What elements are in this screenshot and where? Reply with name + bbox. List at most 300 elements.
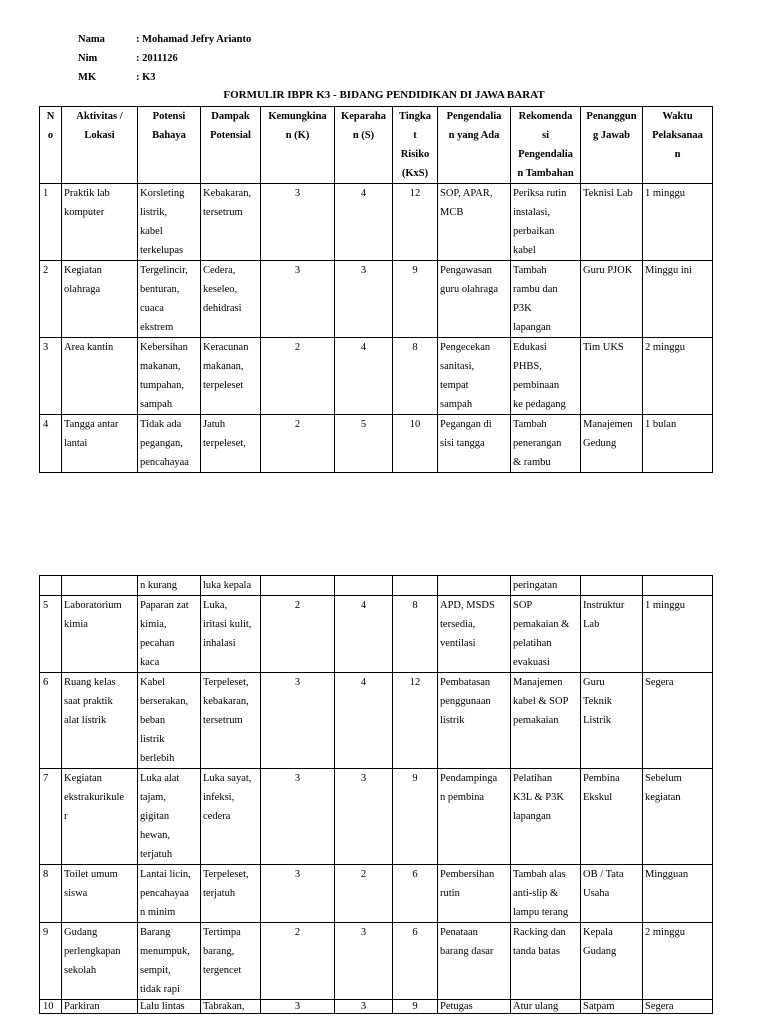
table-row: [40, 576, 713, 596]
cell-no: [40, 184, 62, 261]
cell-text-line: makanan,: [140, 361, 181, 372]
cell-text-line: Pelaksanaa: [652, 130, 703, 141]
cell-text-line: Kemungkina: [268, 111, 327, 122]
cell-text-line: 1 bulan: [645, 419, 677, 430]
cell-waktu: [643, 338, 713, 415]
cell-keparahan: [335, 596, 393, 673]
cell-text-line: Kebersihan: [140, 342, 188, 353]
cell-kemungkinan: [261, 596, 335, 673]
ibpr-table-page-2: [39, 575, 713, 1014]
cell-text-line: Petugas: [440, 1001, 473, 1012]
cell-tingkat-risiko: [393, 1000, 438, 1014]
cell-rekomendasi: [511, 769, 581, 865]
cell-text-line: Pembersihan: [440, 869, 495, 880]
cell-potensi-bahaya: [138, 596, 201, 673]
form-title: FORMULIR IBPR K3 - BIDANG PENDIDIKAN DI JAWA BARAT: [223, 89, 545, 101]
cell-aktivitas: [62, 596, 138, 673]
cell-text-line: lantai: [64, 438, 88, 449]
cell-text-line: tanda batas: [513, 946, 560, 957]
cell-penanggung-jawab: [581, 923, 643, 1000]
cell-tingkat-risiko: [393, 184, 438, 261]
table-header-row: [40, 107, 713, 184]
cell-text-line: Segera: [645, 1001, 674, 1012]
cell-text-line: 6: [412, 869, 418, 880]
cell-penanggung-jawab: [581, 596, 643, 673]
cell-text-line: MCB: [440, 207, 464, 218]
cell-text-line: tumpahan,: [140, 380, 185, 391]
cell-text-line: Gedung: [583, 438, 617, 449]
cell-text-line: 10: [43, 1001, 54, 1012]
cell-text-line: 8: [412, 342, 418, 353]
cell-text-line: APD, MSDS: [440, 600, 495, 611]
cell-text-line: Teknik: [583, 696, 613, 707]
cell-text-line: Pembina: [583, 773, 620, 784]
cell-waktu: [643, 184, 713, 261]
cell-text-line: penerangan: [513, 438, 562, 449]
cell-text-line: SOP: [513, 600, 533, 611]
cell-text-line: dehidrasi: [203, 303, 242, 314]
cell-pengendalian: [438, 338, 511, 415]
cell-tingkat-risiko: [393, 338, 438, 415]
cell-text-line: 8: [412, 600, 418, 611]
nim-value: : 2011126: [136, 53, 178, 64]
cell-text-line: n: [674, 149, 681, 160]
cell-tingkat-risiko: [393, 865, 438, 923]
cell-text-line: Tambah: [513, 419, 547, 430]
cell-no: [40, 415, 62, 473]
cell-pengendalian: [438, 576, 511, 596]
cell-pengendalian: [438, 415, 511, 473]
cell-pengendalian: [438, 865, 511, 923]
cell-text-line: pencahayaa: [140, 457, 189, 468]
cell-pengendalian: [438, 261, 511, 338]
cell-text-line: Manajemen: [583, 419, 633, 430]
cell-kemungkinan: [261, 338, 335, 415]
cell-text-line: Kegiatan: [64, 773, 102, 784]
cell-text-line: Pegangan di: [440, 419, 492, 430]
cell-text-line: Waktu: [662, 111, 693, 122]
cell-text-line: n (K): [285, 130, 310, 141]
cell-penanggung-jawab: [581, 865, 643, 923]
cell-text-line: Tangga antar: [64, 419, 119, 430]
cell-text-line: Rekomenda: [518, 111, 573, 122]
cell-rekomendasi: [511, 673, 581, 769]
cell-text-line: listrik: [140, 734, 165, 745]
cell-text-line: olahraga: [64, 284, 101, 295]
cell-text-line: 12: [409, 677, 421, 688]
cell-text-line: Segera: [645, 677, 674, 688]
cell-text-line: Penataan: [440, 927, 478, 938]
nama-label: Nama: [78, 34, 105, 45]
cell-text-line: Paparan zat: [140, 600, 189, 611]
cell-kemungkinan: [261, 865, 335, 923]
cell-no: [40, 769, 62, 865]
cell-text-line: Sebelum: [645, 773, 682, 784]
cell-text-line: Gudang: [583, 946, 617, 957]
cell-text-line: 7: [43, 773, 49, 784]
cell-text-line: P3K: [513, 303, 532, 314]
cell-text-line: menumpuk,: [140, 946, 190, 957]
info-row-nim: [78, 49, 251, 68]
cell-text-line: Area kantin: [64, 342, 114, 353]
cell-text-line: n (S): [352, 130, 375, 141]
cell-text-line: rutin: [440, 888, 460, 899]
cell-text-line: Tidak ada: [140, 419, 182, 430]
cell-text-line: 3: [294, 773, 301, 784]
cell-text-line: Praktik lab: [64, 188, 110, 199]
nama-value: : Mohamad Jefry Arianto: [136, 34, 252, 45]
cell-penanggung-jawab: [581, 415, 643, 473]
info-row-nama: [78, 30, 251, 49]
cell-text-line: Kepala: [583, 927, 613, 938]
header-potensi-bahaya: [138, 107, 201, 184]
cell-text-line: 3: [294, 188, 301, 199]
cell-no: [40, 673, 62, 769]
header-no: [40, 107, 62, 184]
cell-no: [40, 576, 62, 596]
cell-penanggung-jawab: [581, 338, 643, 415]
cell-text-line: 3: [294, 1001, 301, 1012]
cell-text-line: Lalu lintas: [140, 1001, 185, 1012]
cell-text-line: Gudang: [64, 927, 98, 938]
cell-tingkat-risiko: [393, 923, 438, 1000]
cell-text-line: Usaha: [583, 888, 610, 899]
cell-text-line: 4: [43, 419, 49, 430]
cell-aktivitas: [62, 923, 138, 1000]
cell-text-line: Keracunan: [203, 342, 249, 353]
cell-text-line: Ekskul: [583, 792, 613, 803]
cell-text-line: kimia,: [140, 619, 167, 630]
cell-text-line: Lab: [583, 619, 600, 630]
cell-text-line: 4: [360, 342, 367, 353]
cell-kemungkinan: [261, 184, 335, 261]
cell-text-line: Mingguan: [645, 869, 689, 880]
cell-potensi-bahaya: [138, 338, 201, 415]
cell-rekomendasi: [511, 261, 581, 338]
cell-text-line: 5: [43, 600, 49, 611]
cell-text-line: pegangan,: [140, 438, 183, 449]
cell-text-line: tajam,: [140, 792, 166, 803]
cell-text-line: Tambah alas: [513, 869, 566, 880]
cell-text-line: peringatan: [513, 580, 558, 591]
cell-keparahan: [335, 415, 393, 473]
cell-text-line: berlebih: [140, 753, 175, 764]
cell-potensi-bahaya: [138, 865, 201, 923]
cell-text-line: kegiatan: [645, 792, 681, 803]
cell-text-line: Laboratorium: [64, 600, 122, 611]
cell-potensi-bahaya: [138, 923, 201, 1000]
cell-text-line: Lokasi: [84, 130, 115, 141]
cell-text-line: Tabrakan,: [203, 1001, 245, 1012]
cell-text-line: saat praktik: [64, 696, 113, 707]
cell-waktu: [643, 1000, 713, 1014]
cell-text-line: Potensial: [210, 130, 251, 141]
cell-no: [40, 596, 62, 673]
cell-aktivitas: [62, 1000, 138, 1014]
cell-text-line: 3: [360, 265, 367, 276]
cell-text-line: terpeleset: [203, 380, 244, 391]
cell-text-line: Tim UKS: [583, 342, 624, 353]
cell-aktivitas: [62, 673, 138, 769]
cell-text-line: 4: [360, 677, 367, 688]
cell-text-line: Terpeleset,: [203, 677, 249, 688]
cell-text-line: 1 minggu: [645, 188, 685, 199]
cell-text-line: listrik: [440, 715, 465, 726]
cell-text-line: benturan,: [140, 284, 180, 295]
table-row: [40, 865, 713, 923]
header-rekomendasi: [511, 107, 581, 184]
cell-rekomendasi: [511, 184, 581, 261]
cell-rekomendasi: [511, 923, 581, 1000]
cell-text-line: 3: [360, 1001, 367, 1012]
table-row: [40, 415, 713, 473]
cell-text-line: Kebakaran,: [203, 188, 252, 199]
cell-waktu: [643, 673, 713, 769]
cell-text-line: 2: [294, 419, 301, 430]
cell-text-line: Pengendalia: [518, 149, 573, 160]
cell-text-line: Parkiran: [64, 1001, 100, 1012]
cell-text-line: 2: [294, 342, 301, 353]
cell-pengendalian: [438, 673, 511, 769]
cell-text-line: n yang Ada: [448, 130, 500, 141]
cell-text-line: r: [64, 811, 68, 822]
cell-text-line: 5: [360, 419, 367, 430]
cell-text-line: lapangan: [513, 322, 551, 333]
cell-text-line: 2: [294, 600, 301, 611]
cell-text-line: K3L & P3K: [513, 792, 564, 803]
cell-text-line: kabel & SOP: [513, 696, 569, 707]
cell-text-line: pemakaian: [513, 715, 559, 726]
cell-text-line: n kurang: [140, 580, 178, 591]
cell-text-line: PHBS,: [513, 361, 542, 372]
cell-text-line: 9: [412, 1001, 418, 1012]
cell-waktu: [643, 576, 713, 596]
header-kemungkinan: [261, 107, 335, 184]
cell-text-line: barang dasar: [440, 946, 494, 957]
cell-text-line: Barang: [140, 927, 171, 938]
header-waktu: [643, 107, 713, 184]
cell-text-line: anti-slip &: [513, 888, 559, 899]
cell-rekomendasi: [511, 596, 581, 673]
cell-text-line: Dampak: [211, 111, 250, 122]
cell-potensi-bahaya: [138, 769, 201, 865]
cell-dampak: [201, 415, 261, 473]
cell-text-line: lampu terang: [513, 907, 569, 918]
cell-text-line: kabel: [513, 245, 536, 256]
cell-text-line: Risiko: [400, 149, 430, 160]
cell-aktivitas: [62, 338, 138, 415]
cell-text-line: Toilet umum: [64, 869, 118, 880]
cell-rekomendasi: [511, 1000, 581, 1014]
table-row: [40, 923, 713, 1000]
cell-text-line: Korsleting: [140, 188, 185, 199]
cell-text-line: perbaikan: [513, 226, 555, 237]
cell-keparahan: [335, 923, 393, 1000]
cell-text-line: rambu dan: [513, 284, 558, 295]
cell-kemungkinan: [261, 769, 335, 865]
cell-text-line: 3: [360, 927, 367, 938]
cell-rekomendasi: [511, 576, 581, 596]
cell-text-line: 9: [412, 265, 418, 276]
cell-text-line: 2 minggu: [645, 342, 685, 353]
cell-penanggung-jawab: [581, 576, 643, 596]
cell-text-line: o: [47, 130, 54, 141]
cell-text-line: ekstrem: [140, 322, 174, 333]
header-keparahan: [335, 107, 393, 184]
cell-text-line: Ruang kelas: [64, 677, 116, 688]
cell-potensi-bahaya: [138, 1000, 201, 1014]
cell-text-line: Guru PJOK: [583, 265, 633, 276]
cell-text-line: 3: [360, 773, 367, 784]
cell-text-line: 6: [412, 927, 418, 938]
cell-text-line: ventilasi: [440, 638, 476, 649]
cell-text-line: siswa: [64, 888, 88, 899]
cell-penanggung-jawab: [581, 673, 643, 769]
cell-text-line: alat listrik: [64, 715, 107, 726]
cell-kemungkinan: [261, 1000, 335, 1014]
cell-text-line: keseleo,: [203, 284, 238, 295]
header-tingkat-risiko: [393, 107, 438, 184]
cell-text-line: perlengkapan: [64, 946, 121, 957]
cell-no: [40, 338, 62, 415]
cell-text-line: 3: [294, 869, 301, 880]
cell-text-line: Keparaha: [341, 111, 386, 122]
cell-text-line: ke pedagang: [513, 399, 566, 410]
cell-text-line: 2: [360, 869, 367, 880]
cell-text-line: Minggu ini: [645, 265, 692, 276]
cell-text-line: terjatuh: [203, 888, 236, 899]
cell-text-line: makanan,: [203, 361, 244, 372]
cell-text-line: Tingka: [399, 111, 431, 122]
cell-text-line: listrik,: [140, 207, 168, 218]
cell-kemungkinan: [261, 261, 335, 338]
cell-text-line: 2: [294, 927, 301, 938]
cell-text-line: n minim: [140, 907, 176, 918]
cell-text-line: 9: [43, 927, 49, 938]
cell-dampak: [201, 865, 261, 923]
cell-potensi-bahaya: [138, 261, 201, 338]
cell-tingkat-risiko: [393, 673, 438, 769]
cell-text-line: 9: [412, 773, 418, 784]
cell-waktu: [643, 415, 713, 473]
cell-text-line: n pembina: [440, 792, 485, 803]
cell-text-line: 10: [409, 419, 421, 430]
cell-kemungkinan: [261, 415, 335, 473]
header-aktivitas: [62, 107, 138, 184]
cell-text-line: g Jawab: [592, 130, 631, 141]
cell-tingkat-risiko: [393, 769, 438, 865]
cell-no: [40, 261, 62, 338]
cell-text-line: Pengawasan: [440, 265, 492, 276]
cell-tingkat-risiko: [393, 261, 438, 338]
cell-text-line: beban: [140, 715, 166, 726]
cell-rekomendasi: [511, 415, 581, 473]
cell-text-line: 6: [43, 677, 49, 688]
cell-text-line: kebakaran,: [203, 696, 249, 707]
table-row: [40, 769, 713, 865]
cell-text-line: terkelupas: [140, 245, 184, 256]
cell-text-line: Racking dan: [513, 927, 566, 938]
cell-text-line: 2: [43, 265, 49, 276]
cell-text-line: sekolah: [64, 965, 97, 976]
cell-penanggung-jawab: [581, 261, 643, 338]
cell-text-line: 1: [43, 188, 49, 199]
cell-potensi-bahaya: [138, 184, 201, 261]
cell-text-line: 1 minggu: [645, 600, 685, 611]
student-info: [78, 30, 251, 87]
cell-text-line: Pengendalia: [446, 111, 502, 122]
table-row: [40, 338, 713, 415]
cell-keparahan: [335, 769, 393, 865]
cell-text-line: Listrik: [583, 715, 611, 726]
header-dampak: [201, 107, 261, 184]
cell-text-line: n Tambahan: [517, 168, 574, 179]
cell-keparahan: [335, 865, 393, 923]
cell-text-line: SOP, APAR,: [440, 188, 493, 199]
nim-label: Nim: [78, 53, 98, 64]
cell-text-line: evakuasi: [513, 657, 550, 668]
cell-text-line: gigitan: [140, 811, 170, 822]
cell-aktivitas: [62, 415, 138, 473]
cell-text-line: berserakan,: [140, 696, 189, 707]
cell-aktivitas: [62, 184, 138, 261]
cell-text-line: Terpeleset,: [203, 869, 249, 880]
cell-text-line: inhalasi: [203, 638, 236, 649]
cell-penanggung-jawab: [581, 769, 643, 865]
cell-text-line: Guru: [583, 677, 605, 688]
cell-aktivitas: [62, 865, 138, 923]
cell-text-line: Lantai licin,: [140, 869, 191, 880]
cell-dampak: [201, 184, 261, 261]
cell-text-line: cedera: [203, 811, 231, 822]
cell-pengendalian: [438, 596, 511, 673]
cell-dampak: [201, 596, 261, 673]
cell-dampak: [201, 261, 261, 338]
cell-text-line: 3: [294, 677, 301, 688]
header-penanggung-jawab: [581, 107, 643, 184]
cell-keparahan: [335, 1000, 393, 1014]
cell-text-line: instalasi,: [513, 207, 551, 218]
cell-no: [40, 923, 62, 1000]
cell-text-line: Instruktur: [583, 600, 625, 611]
cell-kemungkinan: [261, 576, 335, 596]
cell-potensi-bahaya: [138, 415, 201, 473]
cell-text-line: tergencet: [203, 965, 242, 976]
cell-aktivitas: [62, 261, 138, 338]
cell-text-line: Manajemen: [513, 677, 563, 688]
cell-text-line: Luka alat: [140, 773, 180, 784]
cell-text-line: Luka,: [203, 600, 228, 611]
cell-pengendalian: [438, 923, 511, 1000]
cell-text-line: Tambah: [513, 265, 547, 276]
cell-waktu: [643, 923, 713, 1000]
cell-no: [40, 1000, 62, 1014]
cell-text-line: si: [541, 130, 549, 141]
cell-potensi-bahaya: [138, 576, 201, 596]
cell-kemungkinan: [261, 673, 335, 769]
cell-text-line: lapangan: [513, 811, 551, 822]
cell-potensi-bahaya: [138, 673, 201, 769]
cell-text-line: OB / Tata: [583, 869, 624, 880]
cell-text-line: pecahan: [140, 638, 175, 649]
cell-text-line: 12: [409, 188, 421, 199]
cell-text-line: Aktivitas /: [76, 111, 123, 122]
cell-dampak: [201, 923, 261, 1000]
cell-text-line: 3: [294, 265, 301, 276]
cell-text-line: guru olahraga: [440, 284, 499, 295]
table-row: [40, 184, 713, 261]
cell-rekomendasi: [511, 338, 581, 415]
